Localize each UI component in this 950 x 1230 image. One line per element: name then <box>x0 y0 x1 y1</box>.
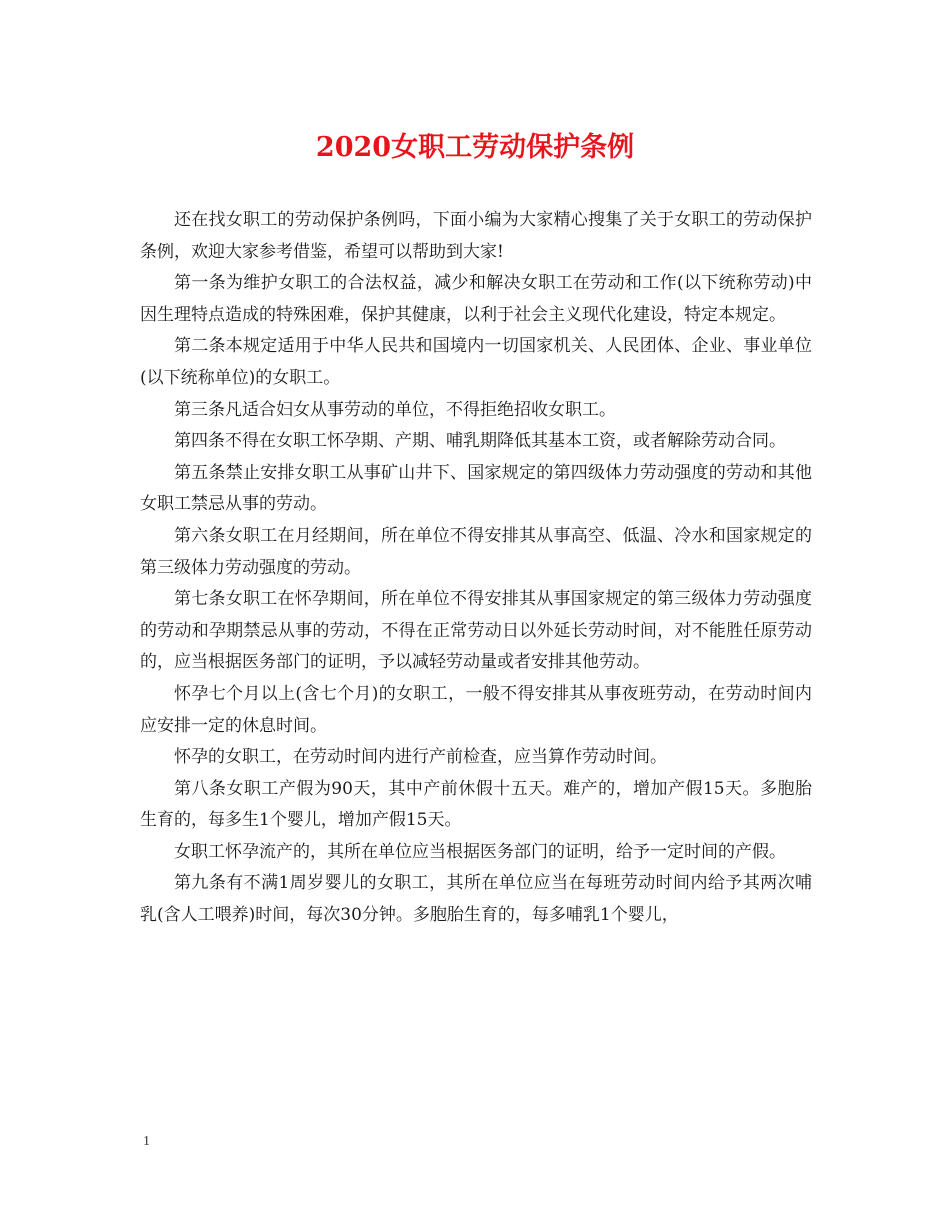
page-number: 1 <box>143 1134 150 1149</box>
paragraph: 第八条女职工产假为90天，其中产前休假十五天。难产的，增加产假15天。多胞胎生育的，每多生1个婴儿，增加产假15天。 <box>140 778 812 831</box>
paragraph: 第五条禁止安排女职工从事矿山井下、国家规定的第四级体力劳动强度的劳动和其他女职工禁忌从事的劳动。 <box>140 462 812 515</box>
paragraph: 第一条为维护女职工的合法权益，减少和解决女职工在劳动和工作(以下统称劳动)中因生理特点造成的特殊困难，保护其健康，以利于社会主义现代化建设，特定本规定。 <box>140 273 812 325</box>
paragraph: 第四条不得在女职工怀孕期、产期、哺乳期降低其基本工资，或者解除劳动合同。 <box>174 431 786 452</box>
document-body <box>140 205 812 932</box>
paragraph: 第二条本规定适用于中华人民共和国境内一切国家机关、人民团体、企业、事业单位(以下统称单位)的女职工。 <box>140 336 812 388</box>
paragraph: 第六条女职工在月经期间，所在单位不得安排其从事高空、低温、冷水和国家规定的第三级体力劳动强度的劳动。 <box>140 525 812 578</box>
paragraph: 第九条有不满1周岁婴儿的女职工，其所在单位应当在每班劳动时间内给予其两次哺乳(含人工喂养)时间，每次30分钟。多胞胎生育的，每多哺乳1个婴儿， <box>140 873 812 926</box>
paragraph: 女职工怀孕流产的，其所在单位应当根据医务部门的证明，给予一定时间的产假。 <box>174 841 786 862</box>
paragraph: 怀孕的女职工，在劳动时间内进行产前检查，应当算作劳动时间。 <box>174 747 667 768</box>
paragraph: 怀孕七个月以上(含七个月)的女职工，一般不得安排其从事夜班劳动，在劳动时间内应安排一定的休息时间。 <box>140 683 812 736</box>
paragraph: 第三条凡适合妇女从事劳动的单位，不得拒绝招收女职工。 <box>174 399 616 420</box>
paragraph: 第七条女职工在怀孕期间，所在单位不得安排其从事国家规定的第三级体力劳动强度的劳动和孕期禁忌从事的劳动，不得在正常劳动日以外延长劳动时间，对不能胜任原劳动的，应当根据医务部门的证明，予以减轻劳动量或者安排其他劳动。 <box>140 589 812 673</box>
document-title: 2020女职工劳动保护条例 <box>315 132 635 163</box>
paragraph: 还在找女职工的劳动保护条例吗，下面小编为大家精心搜集了关于女职工的劳动保护条例，欢迎大家参考借鉴，希望可以帮助到大家! <box>140 210 812 262</box>
